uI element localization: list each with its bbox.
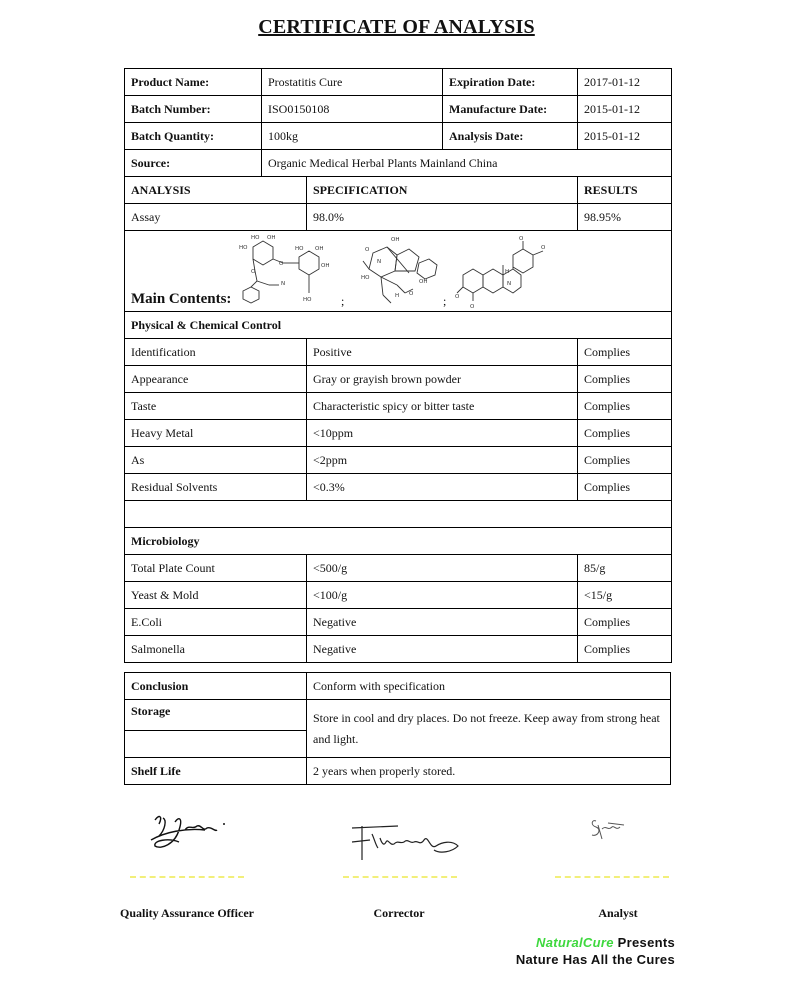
physical-chemical-section-row — [125, 312, 672, 339]
svg-text:O: O — [455, 294, 460, 300]
svg-text:HO: HO — [239, 245, 248, 251]
storage-row — [125, 700, 671, 731]
svg-text:HO: HO — [251, 235, 260, 241]
table-row — [125, 582, 672, 609]
specification-value: <10ppm — [307, 420, 578, 447]
analysis-name: As — [125, 447, 307, 474]
analysis-date-label: Analysis Date: — [443, 123, 578, 150]
table-row — [125, 339, 672, 366]
main-contents-row — [125, 231, 672, 312]
main-contents-label: Main Contents: — [131, 291, 232, 307]
result-value: 85/g — [578, 555, 672, 582]
empty-cell — [125, 501, 672, 528]
result-value: Complies — [578, 609, 672, 636]
result-value: Complies — [578, 393, 672, 420]
table-row — [125, 555, 672, 582]
main-contents-separator: ; — [341, 294, 345, 308]
source-label: Source: — [125, 150, 262, 177]
shelf-life-value: 2 years when properly stored. — [307, 758, 671, 785]
main-contents-separator-2: ; — [443, 294, 447, 308]
analysis-name: E.Coli — [125, 609, 307, 636]
corrector-signature-icon — [348, 820, 463, 862]
manufacture-date-label: Manufacture Date: — [443, 96, 578, 123]
specification-header: SPECIFICATION — [307, 177, 578, 204]
analysis-name: Taste — [125, 393, 307, 420]
source-value: Organic Medical Herbal Plants Mainland China — [262, 150, 672, 177]
svg-text:O: O — [365, 247, 370, 253]
product-name-value: Prostatitis Cure — [262, 69, 443, 96]
qa-officer-signature-icon — [145, 810, 235, 858]
corrector-signature-line — [343, 876, 457, 878]
brand-name: NaturalCure — [536, 935, 614, 950]
analyst-signature-icon — [588, 815, 628, 845]
specification-value: <100/g — [307, 582, 578, 609]
svg-text:H: H — [505, 269, 510, 275]
batch-quantity-row — [125, 123, 672, 150]
table-row — [125, 366, 672, 393]
svg-text:HO: HO — [303, 297, 312, 303]
conclusion-label: Conclusion — [125, 673, 307, 700]
corrector-title: Corrector — [373, 906, 425, 920]
presents-text: Presents — [613, 935, 675, 950]
manufacture-date-value: 2015-01-12 — [578, 96, 672, 123]
conclusion-table — [124, 672, 671, 785]
shelf-life-row — [125, 758, 671, 785]
assay-result: 98.95% — [578, 204, 672, 231]
svg-text:HO: HO — [295, 246, 304, 252]
svg-text:OH: OH — [315, 246, 324, 252]
result-value: <15/g — [578, 582, 672, 609]
batch-quantity-label: Batch Quantity: — [125, 123, 262, 150]
table-row — [125, 447, 672, 474]
table-row — [125, 636, 672, 663]
svg-text:N: N — [377, 259, 382, 265]
qa-officer-title: Quality Assurance Officer — [120, 906, 254, 920]
svg-text:N: N — [507, 281, 512, 287]
analysis-name: Identification — [125, 339, 307, 366]
amygdalin-structure-icon — [237, 233, 347, 309]
assay-row — [125, 204, 672, 231]
svg-text:O: O — [541, 245, 546, 251]
microbiology-section-title: Microbiology — [125, 528, 672, 555]
svg-text:OH: OH — [267, 235, 276, 241]
svg-text:O: O — [519, 236, 524, 242]
analyst-title: Analyst — [598, 906, 638, 920]
table-row — [125, 393, 672, 420]
batch-quantity-value: 100kg — [262, 123, 443, 150]
tagline: Nature Has All the Cures — [515, 952, 675, 967]
result-value: Complies — [578, 447, 672, 474]
table-row — [125, 420, 672, 447]
analysis-name: Total Plate Count — [125, 555, 307, 582]
specification-value: Gray or grayish brown powder — [307, 366, 578, 393]
assay-name: Assay — [125, 204, 307, 231]
result-value: Complies — [578, 636, 672, 663]
analysis-date-value: 2015-01-12 — [578, 123, 672, 150]
analyst-signature-line — [555, 876, 669, 878]
physical-chemical-section-title: Physical & Chemical Control — [125, 312, 672, 339]
analysis-name: Salmonella — [125, 636, 307, 663]
empty-spacer-row — [125, 501, 672, 528]
analysis-name: Residual Solvents — [125, 474, 307, 501]
specification-value: <0.3% — [307, 474, 578, 501]
specification-value: <500/g — [307, 555, 578, 582]
specification-value: Negative — [307, 609, 578, 636]
specification-value: <2ppm — [307, 447, 578, 474]
analysis-header-row — [125, 177, 672, 204]
conclusion-row — [125, 673, 671, 700]
conclusion-value: Conform with specification — [307, 673, 671, 700]
product-name-label: Product Name: — [125, 69, 262, 96]
result-value: Complies — [578, 339, 672, 366]
assay-specification: 98.0% — [307, 204, 578, 231]
analysis-header: ANALYSIS — [125, 177, 307, 204]
storage-label: Storage — [125, 700, 307, 731]
analysis-table — [124, 68, 672, 663]
analysis-name: Heavy Metal — [125, 420, 307, 447]
analysis-name: Appearance — [125, 366, 307, 393]
results-header: RESULTS — [578, 177, 672, 204]
tetrahydropalmatine-structure-icon — [455, 235, 555, 309]
batch-number-label: Batch Number: — [125, 96, 262, 123]
expiration-date-value: 2017-01-12 — [578, 69, 672, 96]
product-name-row — [125, 69, 672, 96]
analysis-name: Yeast & Mold — [125, 582, 307, 609]
brand-line — [516, 934, 675, 951]
batch-number-row — [125, 96, 672, 123]
microbiology-section-row — [125, 528, 672, 555]
svg-text:N: N — [281, 281, 286, 287]
batch-number-value: ISO0150108 — [262, 96, 443, 123]
svg-text:O: O — [470, 304, 475, 309]
expiration-date-label: Expiration Date: — [443, 69, 578, 96]
svg-text:H: H — [395, 293, 400, 299]
qa-officer-signature-line — [130, 876, 244, 878]
branding — [516, 934, 675, 968]
document-title: CERTIFICATE OF ANALYSIS — [258, 16, 535, 38]
shelf-life-label: Shelf Life — [125, 758, 307, 785]
svg-text:O: O — [409, 291, 414, 297]
specification-value: Positive — [307, 339, 578, 366]
svg-text:OH: OH — [391, 237, 400, 243]
svg-text:O: O — [279, 261, 284, 267]
empty-cell — [125, 731, 307, 758]
result-value: Complies — [578, 474, 672, 501]
table-row — [125, 609, 672, 636]
source-row — [125, 150, 672, 177]
specification-value: Characteristic spicy or bitter taste — [307, 393, 578, 420]
result-value: Complies — [578, 420, 672, 447]
svg-text:OH: OH — [321, 263, 330, 269]
table-row — [125, 474, 672, 501]
result-value: Complies — [578, 366, 672, 393]
specification-value: Negative — [307, 636, 578, 663]
aconitine-structure-icon — [357, 233, 447, 309]
svg-text:OH: OH — [419, 279, 428, 285]
main-contents-cell — [125, 231, 672, 312]
storage-value: Store in cool and dry places. Do not freeze. Keep away from strong heat and light. — [307, 700, 671, 758]
svg-text:O: O — [251, 269, 256, 275]
svg-text:HO: HO — [361, 275, 370, 281]
